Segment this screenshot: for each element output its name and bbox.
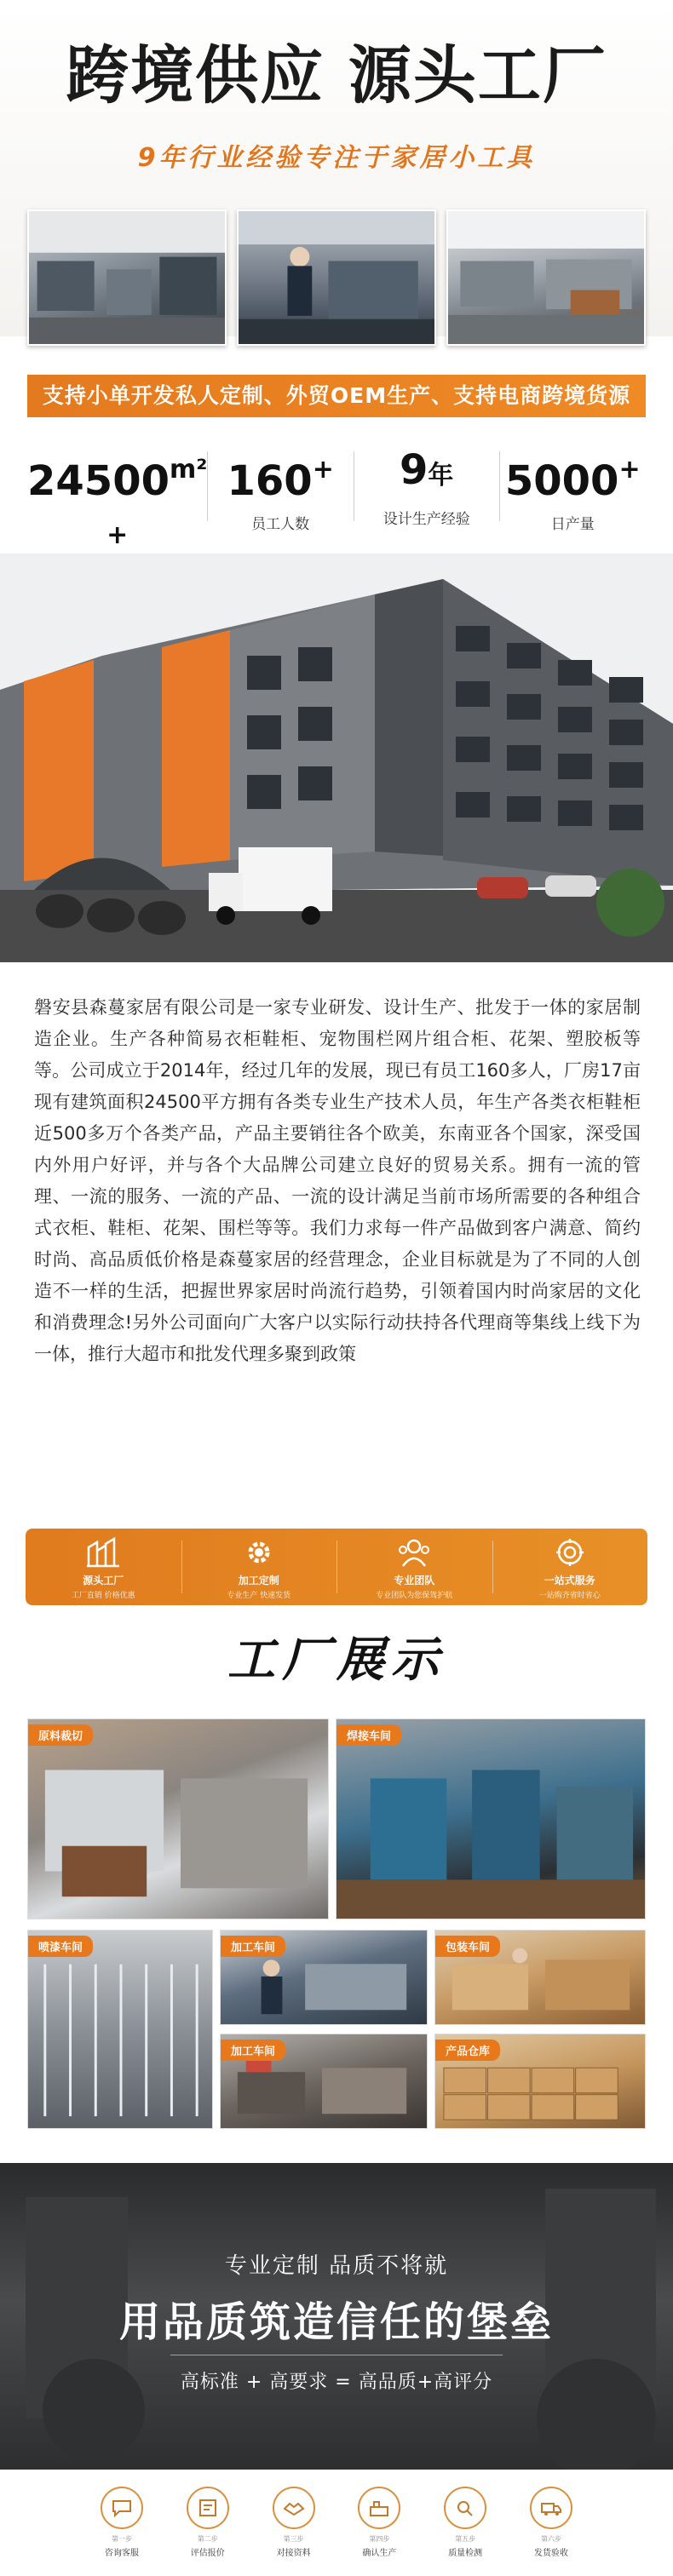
hero-title: 跨境供应 源头工厂 (66, 39, 607, 112)
factory-icon (83, 1535, 123, 1569)
gallery-photo-processing (220, 1930, 428, 2025)
handshake-icon (283, 2499, 305, 2517)
quality-section (0, 2163, 673, 2470)
gallery-tag: 喷漆车间 (28, 1936, 93, 1957)
step-label: 咨询客服 (105, 2549, 139, 2558)
workshop-photo (446, 209, 646, 346)
stats-row (27, 443, 646, 550)
gallery-tag: 原料裁切 (28, 1724, 93, 1746)
process-step (94, 2487, 150, 2558)
service-icon (550, 1535, 590, 1569)
stat-unit: + (618, 455, 641, 485)
showcase-title: 工厂展示 (227, 1632, 446, 1688)
process-step (523, 2487, 579, 2558)
team-icon (394, 1535, 434, 1569)
process-step (437, 2487, 493, 2558)
step-label: 质量检测 (448, 2549, 483, 2558)
stat-experience (354, 443, 500, 532)
step-number: 第五步 (455, 2535, 476, 2543)
process-step (266, 2487, 322, 2558)
step-label: 评估报价 (190, 2549, 225, 2558)
stat-unit: m² + (106, 455, 208, 550)
step-number: 第三步 (283, 2535, 304, 2543)
stat-value: 9 (400, 446, 429, 494)
process-step (180, 2487, 236, 2558)
gallery-tag: 加工车间 (221, 1936, 285, 1957)
gallery-photo-cutting (27, 1718, 329, 1919)
feature-source-factory (26, 1529, 181, 1605)
gallery-photo-packing (434, 1930, 646, 2025)
stat-label: 日产量 (550, 516, 595, 533)
stat-value: 5000 (504, 457, 619, 505)
feature-desc: 专业团队为您保驾护航 (376, 1592, 453, 1600)
chat-icon (111, 2499, 133, 2517)
process-section (0, 2470, 673, 2576)
stat-value: 160 (227, 457, 313, 505)
workshop-photo (237, 209, 436, 346)
step-label: 确认生产 (362, 2549, 397, 2558)
stat-employees (207, 443, 354, 532)
gallery-photo-welding (336, 1718, 646, 1919)
feature-desc: 专业生产 快速发货 (227, 1592, 291, 1600)
gallery-photo-warehouse (434, 2034, 646, 2129)
feature-title: 一站式服务 (544, 1575, 595, 1586)
step-number: 第二步 (197, 2535, 218, 2543)
quality-headline: 用品质筑造信任的堡垒 (118, 2298, 554, 2346)
step-number: 第一步 (112, 2535, 132, 2543)
step-label: 对接资料 (276, 2549, 311, 2558)
gallery-photo-painting (27, 1930, 213, 2129)
process-steps (94, 2487, 579, 2558)
quote-icon (197, 2499, 219, 2517)
stat-daily-output (499, 443, 646, 532)
gallery-photo-processing-2 (220, 2034, 428, 2129)
workshop-photo (27, 209, 227, 346)
stat-label: 设计生产经验 (383, 511, 470, 528)
gallery-tag: 焊接车间 (336, 1724, 401, 1746)
stat-label: 员工人数 (251, 516, 310, 533)
gallery-tag: 加工车间 (221, 2040, 285, 2061)
stat-unit: 年 (428, 461, 454, 491)
stat-factory-area (27, 443, 208, 550)
feature-desc: 工厂直销 价格优惠 (71, 1592, 135, 1600)
hero-subtitle: 9年行业经验专注于家居小工具 (137, 143, 536, 173)
company-description: 磐安县森蔓家居有限公司是一家专业研发、设计生产、批发于一体的家居制造企业。生产各种简易衣柜鞋柜、宠物围栏网片组合柜、花架、塑胶板等等。公司成立于2014年，经过几年的发展，现已有员工160多人，厂房17亩现有建筑面积24500平方拥有各类专业生产技术人员，年生产各类衣柜鞋柜近500多万个各类产品，产品主要销往各个欧美，东南亚各个国家，深受国内外用户好评，并与各个大品牌公司建立良好的贸易关系。拥有一流的管理、一流的服务、一流的产品、一流的设计满足当前市场所需要的各种组合式衣柜、鞋柜、花架、围栏等等。我们力求每一件产品做到客户满意、简约时尚、高品质低价格是森蔓家居的经营理念，企业目标就是为了不同的人创造不一样的生活，把握世界家居时尚流行趋势，引领着国内时尚家居的文化和消费理念!另外公司面向广大客户以实际行动扶持各代理商等集线上线下为一体，推行大超市和批发代理多聚到政策 (34, 997, 641, 1364)
feature-title: 专业团队 (394, 1575, 435, 1586)
gear-icon (239, 1535, 279, 1569)
feature-title: 加工定制 (238, 1575, 279, 1586)
hero-section (0, 0, 673, 336)
stat-unit: + (312, 455, 334, 485)
service-banner: 支持小单开发私人定制、外贸OEM生产、支持电商跨境货源 (27, 375, 646, 417)
feature-title: 源头工厂 (83, 1575, 124, 1586)
production-icon (368, 2499, 390, 2517)
process-step (351, 2487, 407, 2558)
step-label: 发货验收 (533, 2549, 568, 2558)
features-bar (26, 1529, 647, 1605)
feature-pro-team (336, 1529, 492, 1605)
quality-tagline: 专业定制 品质不将就 (224, 2253, 449, 2279)
feature-one-stop-service (492, 1529, 648, 1605)
step-number: 第四步 (369, 2535, 390, 2543)
feature-desc: 一站购齐省时省心 (538, 1592, 601, 1600)
inspect-icon (454, 2499, 476, 2517)
step-number: 第六步 (540, 2535, 561, 2543)
gallery-tag: 产品仓库 (435, 2040, 500, 2061)
stat-value: 24500 (27, 457, 170, 505)
gallery-tag: 包装车间 (435, 1936, 500, 1957)
hero-photo-strip (27, 209, 646, 346)
quality-formula: 高标准 + 高要求 = 高品质+高评分 (180, 2372, 493, 2393)
feature-custom-processing (181, 1529, 337, 1605)
delivery-icon (540, 2499, 562, 2517)
factory-building-photo (0, 554, 673, 962)
